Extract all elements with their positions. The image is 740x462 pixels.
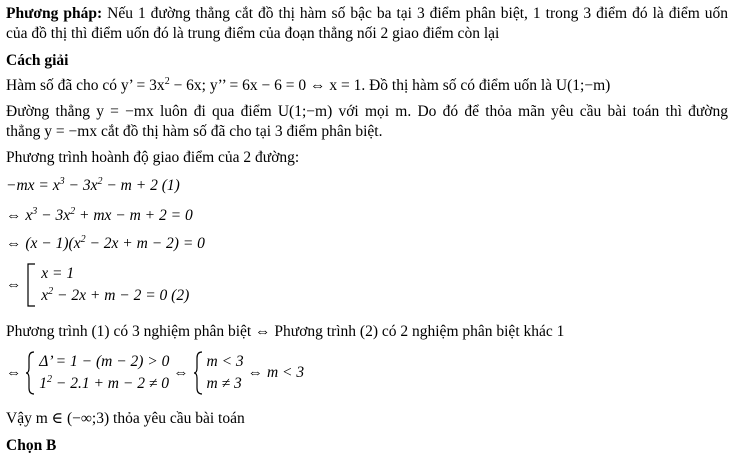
solution-heading: Cách giải [6,52,69,69]
iff-symbol: ⇔ [6,276,22,293]
equation-4-row-2: $x^2 - 2x + m - 2 = 0$ (2) [41,286,190,304]
equation-4-system [6,262,189,308]
iff-symbol-2: ⇔ [173,364,189,381]
line-pass-2: thẳng y = −mx cắt đồ thị hàm số đã cho tại 3 điểm phân biệt. [6,123,383,140]
method-line-2: của đồ thị thì điểm uốn đó là trung điểm của đoạn thẳng nối 2 giao điểm còn lại [6,25,500,42]
system-rows-left [39,351,169,395]
square-bracket-icon [25,262,37,308]
answer: Chọn B [6,437,57,454]
system-rows-right [207,351,244,395]
derivative-line: Hàm số đã cho có y’ = $3x^2 - 6x$; y’’ = 6x − 6 = 0 ⇔ x = 1. Đồ thị hàm số có điểm uốn là U(1;−m) [6,76,611,94]
equation-4-rows [41,263,189,307]
equation-3: ⇔ $(x - 1)(x^2 - 2x + m - 2) = 0$ [6,234,205,252]
condition-system [6,350,304,396]
curly-brace-icon [193,350,203,396]
equation-4-row-1: x = 1 [41,265,75,282]
condition-text: Phương trình (1) có 3 nghiệm phân biệt ⇔ Phương trình (2) có 2 nghiệm phân biệt khác 1 [6,323,565,340]
method-text-1: Nếu 1 đường thẳng cắt đồ thị hàm số bậc ba tại 3 điểm phân biệt, 1 trong 3 điểm đó là điểm uốn [107,5,729,22]
method-label: Phương pháp: [6,5,103,22]
system-row-4: m ≠ 3 [206,375,242,392]
system-row-1: Δ’ = 1 − (m − 2) > 0 [39,353,170,370]
method-line-1 [6,4,728,24]
equation-2: ⇔ $x^3 - 3x^2$ + mx − m + 2 = 0 [6,206,193,224]
system-row-2: $1^2 - 2.1 + m - 2 \ne 0$ [39,374,169,392]
conclusion: Vậy m ∈ (−∞;3) thỏa yêu cầu bài toán [6,410,245,427]
intersection-intro: Phương trình hoành độ giao điểm của 2 đường: [6,149,300,166]
line-pass-1: Đường thẳng y = −mx luôn đi qua điểm U(1;−m) với mọi m. Do đó để thỏa mãn yêu cầu bài toán thì đường [6,103,728,120]
equation-1: $-mx = x^3 - 3x^2 - m + 2$ (1) [6,176,180,194]
system-row-3: m < 3 [206,353,244,370]
curly-brace-icon [25,350,35,396]
system-result: ⇔ m < 3 [247,364,305,381]
iff-symbol-1: ⇔ [6,364,22,381]
